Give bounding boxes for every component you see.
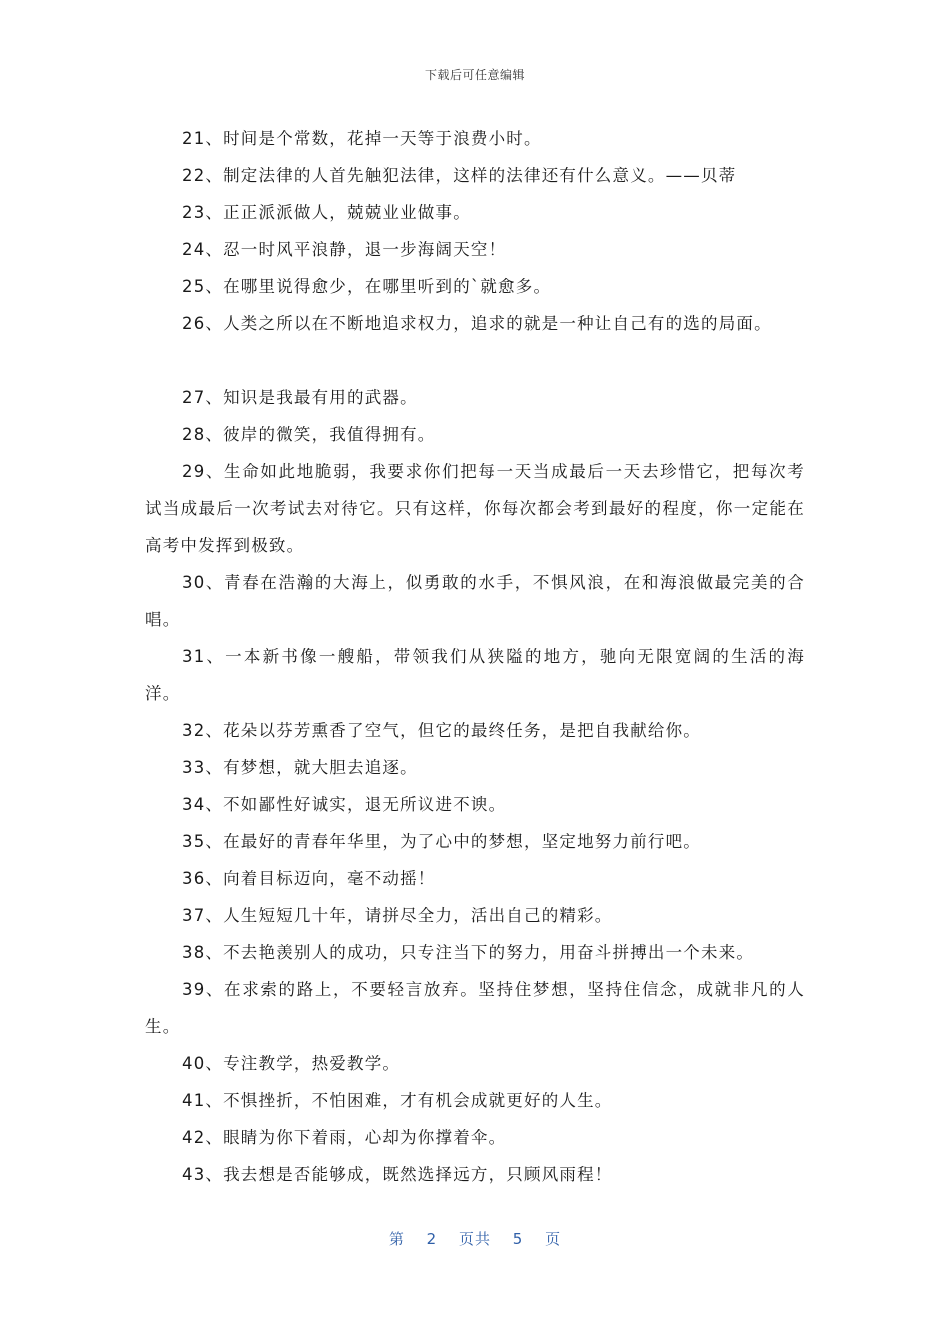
paragraph-38: 38、不去艳羡别人的成功，只专注当下的努力，用奋斗拼搏出一个未来。	[182, 943, 755, 962]
paragraph-35: 35、在最好的青春年华里，为了心中的梦想，坚定地努力前行吧。	[182, 832, 701, 851]
document-body	[145, 120, 805, 1193]
paragraph-34: 34、不如鄙性好诚实，退无所议进不谀。	[182, 795, 507, 814]
page-header: 下载后可任意编辑	[424, 68, 525, 82]
paragraph-22: 22、制定法律的人首先触犯法律，这样的法律还有什么意义。——贝蒂	[182, 166, 737, 185]
paragraph-30: 30、青春在浩瀚的大海上，似勇敢的水手，不惧风浪，在和海浪做最完美的合唱。	[145, 573, 805, 629]
paragraph-29: 29、生命如此地脆弱，我要求你们把每一天当成最后一天去珍惜它，把每次考试当成最后一次考试去对待它。只有这样，你每次都会考到最好的程度，你一定能在高考中发挥到极致。	[145, 462, 805, 555]
paragraph-23: 23、正正派派做人，兢兢业业做事。	[182, 203, 471, 222]
paragraph-33: 33、有梦想，就大胆去追逐。	[182, 758, 418, 777]
paragraph-37: 37、人生短短几十年，请拼尽全力，活出自己的精彩。	[182, 906, 613, 925]
paragraph-26: 26、人类之所以在不断地追求权力，追求的就是一种让自己有的选的局面。	[182, 314, 772, 333]
paragraph-41: 41、不惧挫折，不怕困难，才有机会成就更好的人生。	[182, 1091, 613, 1110]
paragraph-42: 42、眼睛为你下着雨，心却为你撑着伞。	[182, 1128, 507, 1147]
paragraph-28: 28、彼岸的微笑，我值得拥有。	[182, 425, 436, 444]
paragraph-32: 32、花朵以芬芳熏香了空气，但它的最终任务，是把自我献给你。	[182, 721, 701, 740]
paragraph-21: 21、时间是个常数，花掉一天等于浪费小时。	[182, 129, 542, 148]
paragraph-40: 40、专注教学，热爱教学。	[182, 1054, 401, 1073]
paragraph-39: 39、在求索的路上，不要轻言放弃。坚持住梦想，坚持住信念，成就非凡的人生。	[145, 980, 805, 1036]
paragraph-24: 24、忍一时风平浪静，退一步海阔天空！	[182, 240, 507, 259]
paragraph-27: 27、知识是我最有用的武器。	[182, 388, 418, 407]
paragraph-43: 43、我去想是否能够成，既然选择远方，只顾风雨程！	[182, 1165, 613, 1184]
paragraph-25: 25、在哪里说得愈少，在哪里听到的`就愈多。	[182, 277, 552, 296]
page-footer: 第 2 页共 5 页	[388, 1230, 562, 1248]
paragraph-36: 36、向着目标迈向，毫不动摇！	[182, 869, 436, 888]
paragraph-31: 31、一本新书像一艘船，带领我们从狭隘的地方，驰向无限宽阔的生活的海洋。	[145, 647, 805, 703]
